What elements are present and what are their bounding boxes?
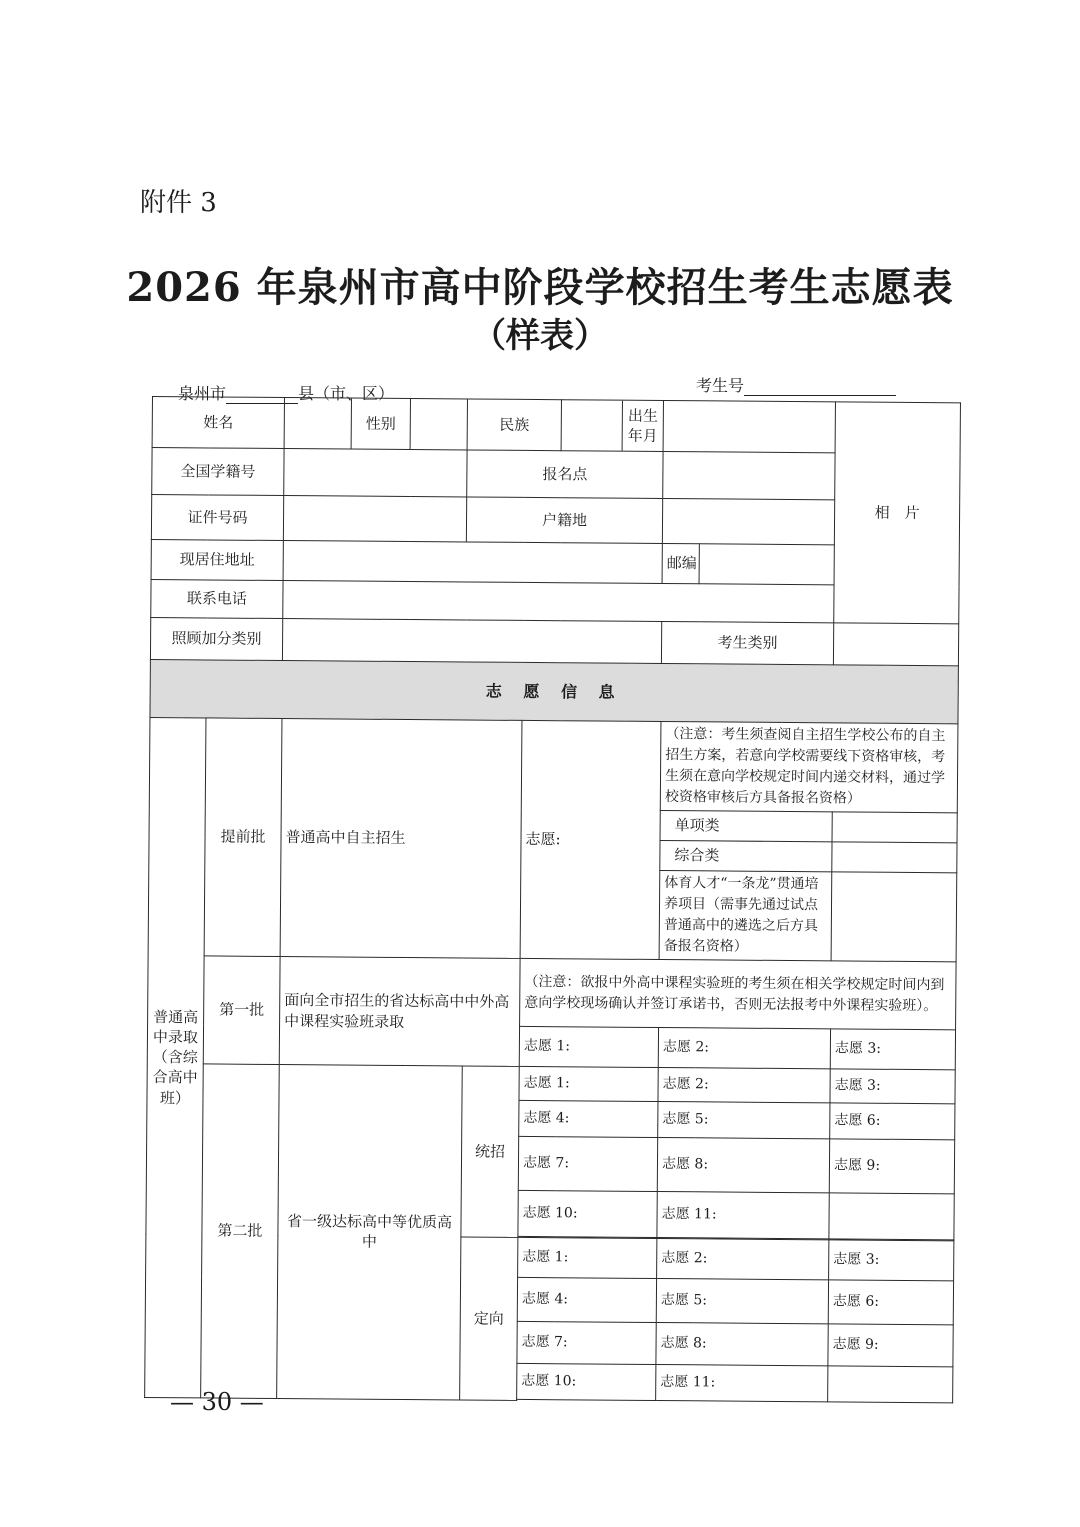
directed-wish-blank[interactable]: [828, 1366, 953, 1403]
bonus-label: 照顾加分类别: [150, 617, 282, 660]
option-sports-check[interactable]: [831, 872, 957, 962]
name-field[interactable]: [284, 398, 410, 450]
address-label: 现居住地址: [151, 539, 283, 580]
directed-wish-1[interactable]: 志愿 1:: [518, 1237, 657, 1278]
hukou-label: 户籍地: [466, 497, 662, 544]
option-comprehensive-check[interactable]: [832, 842, 957, 873]
id-no-label: 证件号码: [151, 495, 283, 541]
early-batch-desc: 普通高中自主招生: [280, 719, 522, 959]
early-note: （注意：考生须查阅自主招生学校公布的自主招生方案，若意向学校需要线下资格审核，考生须在意向学校规定时间内递交材料，通过学校资格审核后方具备报名资格）: [660, 722, 958, 813]
exam-no-label: 考生号: [696, 376, 745, 395]
exam-no-blank[interactable]: [744, 378, 896, 396]
name-label: 姓名: [152, 397, 284, 449]
batch1-wish-3[interactable]: 志愿 3:: [830, 1029, 955, 1070]
application-form: [144, 396, 961, 1404]
unified-wish-6[interactable]: 志愿 6:: [830, 1103, 955, 1140]
ethnicity-input[interactable]: [562, 400, 623, 450]
option-comprehensive: 综合类: [660, 841, 832, 872]
directed-wish-3[interactable]: 志愿 3:: [829, 1240, 954, 1281]
early-wish-label: 志愿:: [520, 720, 661, 959]
phone-field[interactable]: [283, 581, 834, 623]
batch2-desc: 省一级达标高中等优质高中: [277, 1065, 463, 1400]
postcode-label-text: 邮编: [666, 554, 697, 573]
unified-wish-8[interactable]: 志愿 8:: [657, 1137, 829, 1192]
unified-wish-9[interactable]: 志愿 9:: [829, 1139, 954, 1194]
postcode-label: [662, 544, 699, 584]
directed-wish-2[interactable]: 志愿 2:: [657, 1238, 829, 1279]
ethnicity-label: 民族: [467, 399, 561, 451]
main-admission-label: 普通高中录取（含综合高中班）: [145, 717, 206, 1397]
early-batch-label: 提前批: [204, 718, 282, 957]
directed-wish-8[interactable]: 志愿 8:: [656, 1322, 828, 1365]
name-input[interactable]: [285, 398, 352, 449]
category-label: 考生类别: [661, 622, 833, 665]
unified-wish-5[interactable]: 志愿 5:: [658, 1101, 830, 1138]
batch1-wish-1[interactable]: 志愿 1:: [519, 1026, 658, 1067]
directed-wish-6[interactable]: 志愿 6:: [828, 1280, 953, 1325]
document-subtitle: （样表）: [472, 316, 608, 356]
bonus-field[interactable]: [282, 619, 661, 664]
hukou-field[interactable]: [662, 499, 834, 545]
document-title: 2026 年泉州市高中阶段学校招生考生志愿表: [126, 264, 954, 311]
id-no-field[interactable]: [283, 496, 466, 542]
option-single-check[interactable]: [832, 812, 957, 843]
batch1-label: 第一批: [203, 956, 280, 1065]
address-field[interactable]: [283, 541, 662, 584]
directed-wish-5[interactable]: 志愿 5:: [656, 1278, 828, 1323]
directed-label: 定向: [460, 1237, 518, 1400]
batch1-note: （注意：欲报中外高中课程实验班的考生须在相关学校规定时间内到意向学校现场确认并签订承诺书，否则无法报考中外课程实验班）。: [520, 958, 957, 1029]
unified-wish-10[interactable]: 志愿 10:: [518, 1190, 657, 1237]
directed-wish-7[interactable]: 志愿 7:: [517, 1321, 656, 1364]
reg-point-label: 报名点: [467, 450, 663, 499]
batch2-label: 第二批: [201, 1064, 280, 1398]
unified-wish-4[interactable]: 志愿 4:: [519, 1100, 658, 1137]
phone-label: 联系电话: [151, 579, 283, 618]
unified-wish-11[interactable]: 志愿 11:: [657, 1191, 829, 1238]
batch1-wish-2[interactable]: 志愿 2:: [658, 1027, 830, 1068]
unified-wish-3[interactable]: 志愿 3:: [830, 1069, 955, 1104]
category-field[interactable]: [833, 623, 958, 666]
ethnicity-field[interactable]: [561, 400, 663, 452]
directed-wish-11[interactable]: 志愿 11:: [656, 1364, 828, 1401]
gender-label: 性别: [365, 414, 396, 433]
reg-point-field[interactable]: [663, 452, 835, 500]
student-id-label: 全国学籍号: [152, 448, 284, 496]
unified-wish-2[interactable]: 志愿 2:: [658, 1067, 830, 1102]
exam-no-line: [696, 373, 896, 396]
birth-field[interactable]: [663, 401, 835, 453]
wish-section-header: 志 愿 信 息: [150, 659, 958, 723]
attachment-label: 附件 3: [140, 188, 217, 218]
gender-field[interactable]: [410, 399, 467, 450]
unified-wish-7[interactable]: 志愿 7:: [518, 1136, 657, 1191]
unified-wish-1[interactable]: 志愿 1:: [519, 1066, 658, 1101]
directed-wish-9[interactable]: 志愿 9:: [828, 1324, 953, 1367]
student-id-field[interactable]: [284, 449, 467, 497]
county-label: 县（市、区）: [298, 384, 395, 403]
directed-wish-4[interactable]: 志愿 4:: [517, 1277, 656, 1322]
option-sports: 体育人才“一条龙”贯通培养项目（需事先通过试点普通高中的遴选之后方具备报名资格）: [659, 871, 832, 961]
photo-box[interactable]: 相 片: [834, 402, 961, 624]
unified-wish-blank[interactable]: [829, 1193, 954, 1240]
option-single: 单项类: [660, 811, 832, 842]
page-number: — 30 —: [170, 1388, 264, 1416]
batch1-desc: 面向全市招生的省达标高中中外高中课程实验班录取: [279, 957, 520, 1067]
birth-label: 出生年月: [627, 406, 658, 445]
directed-wish-10[interactable]: 志愿 10:: [517, 1363, 656, 1400]
unified-label: 统招: [461, 1066, 519, 1237]
postcode-field[interactable]: [699, 544, 834, 585]
city-label: 泉州市: [178, 384, 227, 403]
